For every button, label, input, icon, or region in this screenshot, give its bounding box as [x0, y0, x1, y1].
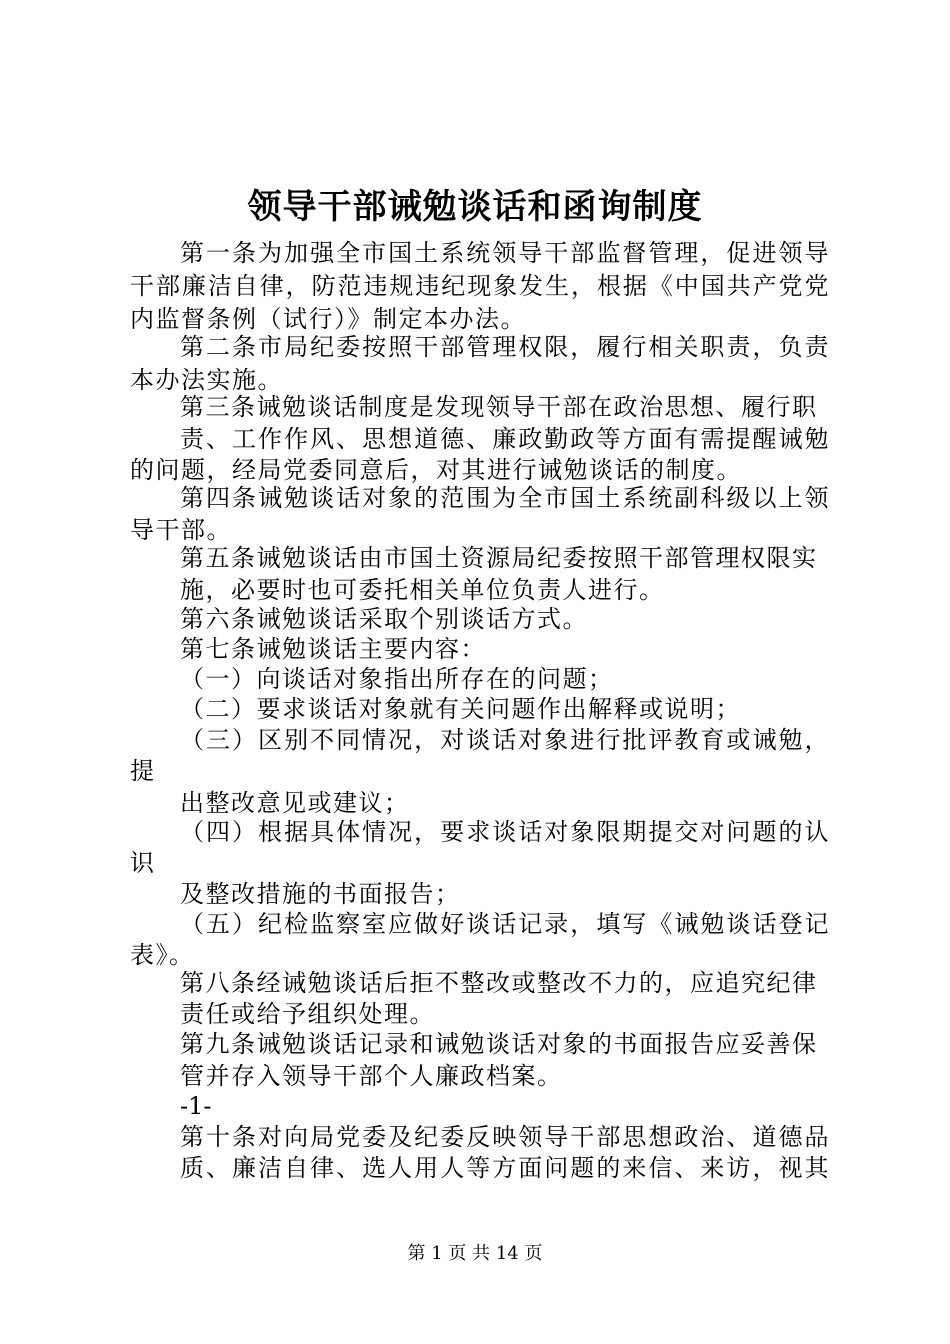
body-line: 提 [130, 757, 156, 785]
body-line: 干部廉洁自律，防范违规违纪现象发生，根据《中国共产党党 [130, 272, 830, 300]
body-line: 第五条诫勉谈话由市国土资源局纪委按照干部管理权限实 [180, 544, 818, 572]
body-line: （五）纪检监察室应做好谈话记录，填写《诫勉谈话登记 [180, 910, 830, 938]
body-line: （二）要求谈话对象就有关问题作出解释或说明； [180, 695, 741, 723]
document-title: 领导干部诫勉谈话和函询制度 [247, 187, 703, 227]
body-line: 本办法实施。 [130, 366, 283, 394]
body-line: （四）根据具体情况，要求谈话对象限期提交对问题的认 [180, 818, 830, 846]
body-line: （三）区别不同情况，对谈话对象进行批评教育或诫勉， [180, 726, 830, 754]
body-line: 第六条诫勉谈话采取个别谈话方式。 [180, 605, 588, 633]
body-line: 第三条诫勉谈话制度是发现领导干部在政治思想、履行职 [180, 393, 818, 421]
body-line: 表》。 [130, 941, 195, 969]
body-line: 第十条对向局党委及纪委反映领导干部思想政治、道德品 [180, 1123, 830, 1151]
body-line: 出整改意见或建议； [180, 789, 410, 817]
body-line: 第一条为加强全市国土系统领导干部监督管理，促进领导 [180, 239, 830, 267]
inline-page-number: -1- [180, 1092, 212, 1120]
body-line: 质、廉洁自律、选人用人等方面问题的来信、来访，视其 [180, 1154, 830, 1182]
body-line: 及整改措施的书面报告； [180, 880, 461, 908]
body-line: 的问题，经局党委同意后，对其进行诫勉谈话的制度。 [130, 456, 742, 484]
body-line: 施，必要时也可委托相关单位负责人进行。 [180, 576, 665, 604]
body-line: 第九条诫勉谈话记录和诫勉谈话对象的书面报告应妥善保 [180, 1030, 818, 1058]
body-line: 管并存入领导干部个人廉政档案。 [180, 1062, 563, 1090]
body-line: 第七条诫勉谈话主要内容： [180, 635, 486, 663]
body-line: 内监督条例（试行）》制定本办法。 [130, 305, 526, 333]
body-line: 第二条市局纪委按照干部管理权限，履行相关职责，负责 [180, 333, 830, 361]
body-line: 第四条诫勉谈话对象的范围为全市国土系统副科级以上领 [180, 484, 830, 512]
body-line: 第八条经诫勉谈话后拒不整改或整改不力的，应追究纪律 [180, 969, 818, 997]
body-line: 识 [130, 849, 156, 877]
body-line: 导干部。 [130, 516, 232, 544]
body-line: 责、工作作风、思想道德、廉政勤政等方面有需提醒诫勉 [180, 425, 830, 453]
page-footer: 第 1 页 共 14 页 [407, 1243, 543, 1264]
body-line: （一）向谈话对象指出所存在的问题； [180, 665, 614, 693]
body-line: 责任或给予组织处理。 [180, 1000, 435, 1028]
